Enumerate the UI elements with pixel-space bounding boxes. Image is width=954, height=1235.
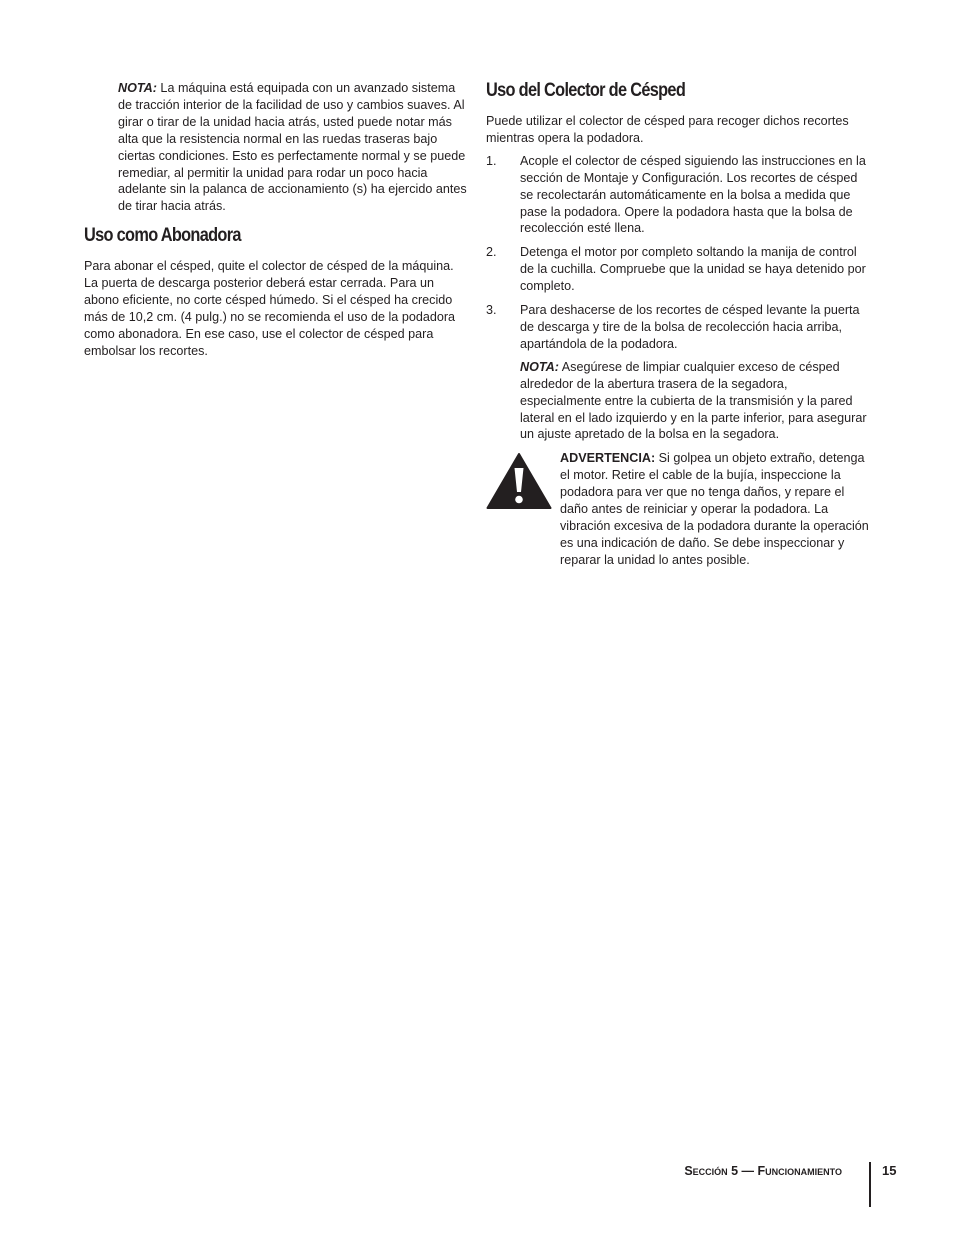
step-text: Acople el colector de césped siguiendo las instrucciones en la sección de Montaje y Configuración. Los recortes de césped se recolectarán automáticamente en la bolsa a medida que pase la podadora. Opere la podadora hasta que la bolsa de recolección esté llena. (520, 153, 866, 236)
warning-label: ADVERTENCIA: (560, 451, 656, 466)
right-column (486, 80, 872, 569)
warning-text: Si golpea un objeto extraño, detenga el motor. Retire el cable de la bujía, inspeccione la podadora para ver que no tenga daños, y repare el daño antes de reiniciar y operar la podadora. La vibración excesiva de la podadora durante la operación es una indicación de daño. Se debe inspeccionar y reparar la unidad lo antes posible. (560, 451, 869, 567)
step-number: 1. (486, 153, 497, 168)
step-number: 3. (486, 303, 497, 318)
footer-section-title (684, 1164, 842, 1178)
traction-note (118, 80, 470, 215)
note-text: Asegúrese de limpiar cualquier exceso de césped alrededor de la abertura trasera de la segadora, especialmente entre la cubierta de la transmisión y la pared lateral en el lado izquierdo y en la parte inferior, para asegurar un ajuste apretado de la bolsa en la segadora. (520, 359, 867, 442)
note-label: NOTA: (520, 359, 559, 374)
footer-divider (869, 1162, 871, 1207)
left-column (84, 80, 470, 360)
section-title: Sección 5 — Funcionamiento (684, 1164, 842, 1178)
list-item (486, 153, 872, 238)
bag-fit-note (520, 359, 872, 444)
warning-text-block (560, 450, 872, 568)
note-text: La máquina está equipada con un avanzado sistema de tracción interior de la facilidad de uso y cambios suaves. Al girar o tirar de la unidad hacia atrás, usted puede notar más alta que la resistencia normal en las ruedas traseras bajo ciertas condiciones. Esto es perfectamente normal y se puede remediar, al permitir la unidad para rodar un poco hacia adelante sin la palanca de accionamiento (s) ha ejercido antes de tirar hacia atrás. (118, 81, 467, 214)
mulching-heading: Uso como Abonadora (84, 225, 241, 247)
collector-steps (486, 153, 872, 444)
warning-block (486, 450, 872, 568)
step-number: 2. (486, 245, 497, 260)
step-text: Detenga el motor por completo soltando la manija de control de la cuchilla. Compruebe que la unidad se haya detenido por completo. (520, 245, 866, 294)
grass-collector-heading: Uso del Colector de Césped (486, 80, 686, 101)
list-item (486, 244, 872, 295)
step-text: Para deshacerse de los recortes de césped levante la puerta de descarga y tire de la bolsa de recolección hacia arriba, apartándola de la podadora. (520, 303, 860, 351)
mulching-paragraph: Para abonar el césped, quite el colector de césped de la máquina. La puerta de descarga posterior deberá estar cerrada. Para un abono eficiente, no corte césped húmedo. Si el césped ha crecido más de 10,2 cm. (4 pulg.) no se recomienda el uso de la podadora como abonadora. En ese caso, use el colector de césped para embolsar los recortes. (84, 259, 456, 358)
collector-intro: Puede utilizar el colector de césped para recoger dichos recortes mientras opera la podadora. (486, 114, 849, 145)
list-item (486, 302, 872, 443)
note-label: NOTA: (118, 81, 157, 95)
page-number: 15 (882, 1163, 897, 1178)
warning-triangle-icon (486, 452, 552, 510)
